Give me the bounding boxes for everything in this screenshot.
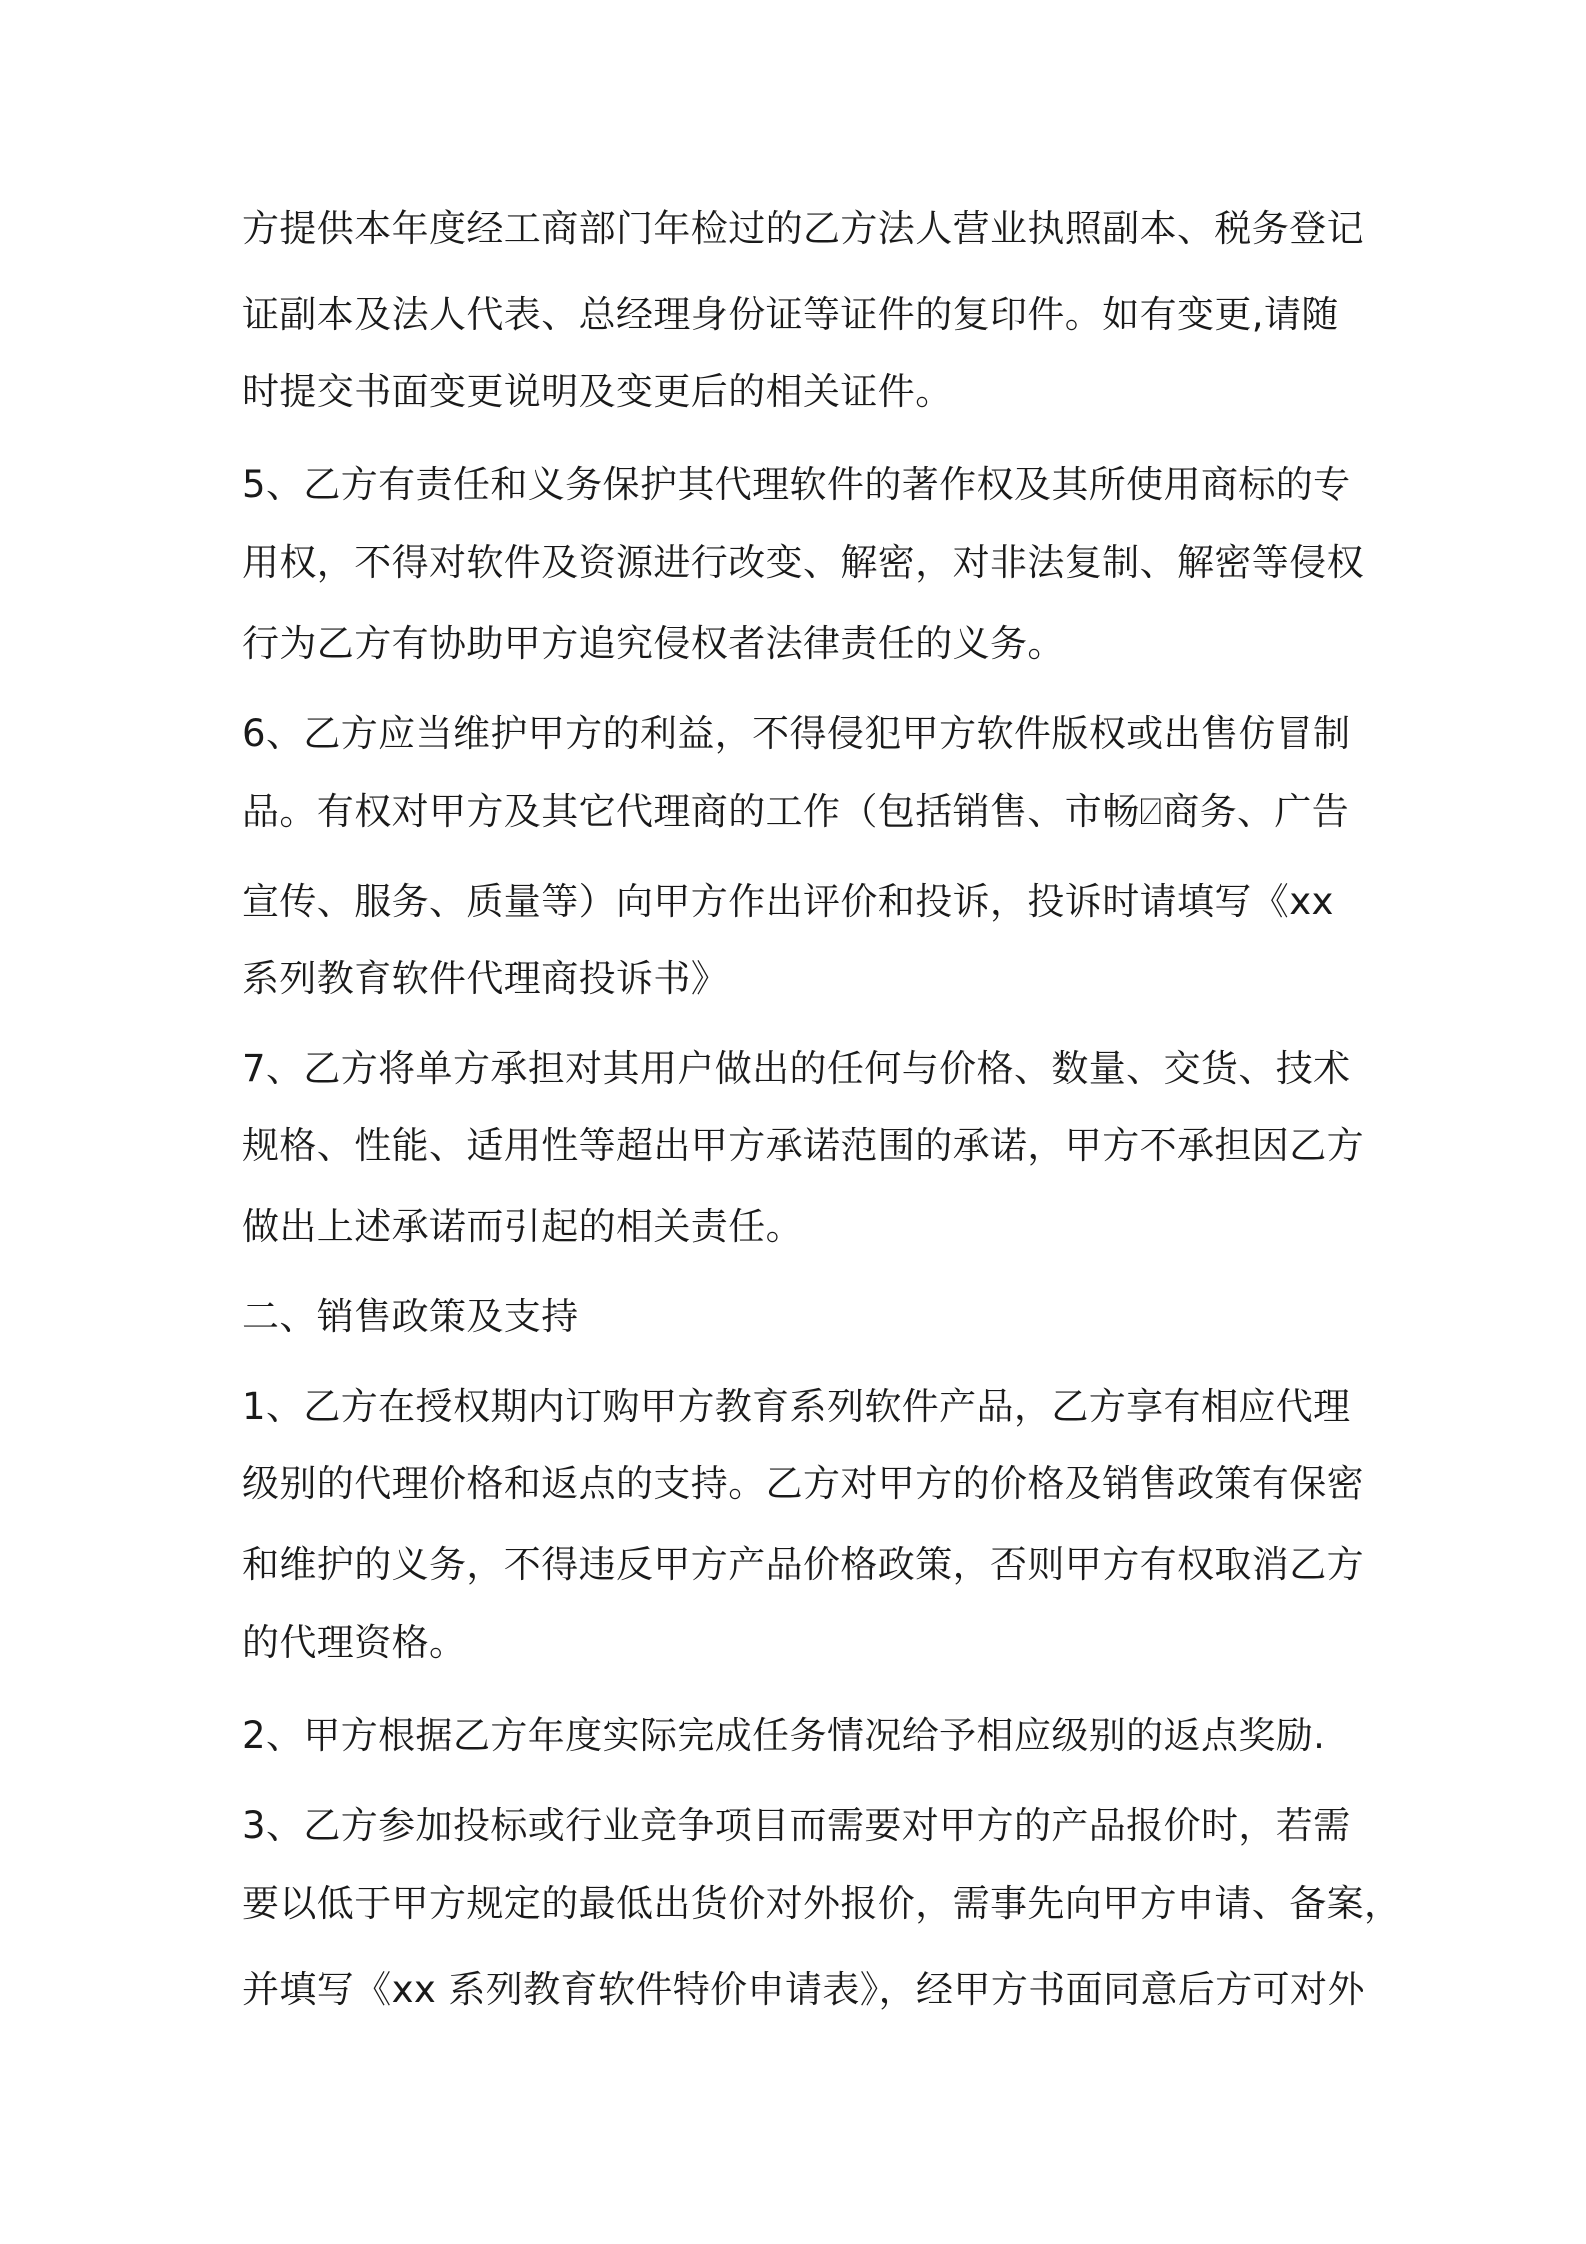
text-line: 和维护的义务，不得违反甲方产品价格政策，否则甲方有权取消乙方 bbox=[242, 1543, 1364, 1586]
text-line: 2、甲方根据乙方年度实际完成任务情况给予相应级别的返点奖励. bbox=[242, 1714, 1326, 1757]
text-line: 做出上述承诺而引起的相关责任。 bbox=[242, 1205, 803, 1248]
text-line: 时提交书面变更说明及变更后的相关证件。 bbox=[242, 370, 953, 413]
text-line: 方提供本年度经工商部门年检过的乙方法人营业执照副本、税务登记 bbox=[242, 207, 1364, 250]
text-line: 行为乙方有协助甲方追究侵权者法律责任的义务。 bbox=[242, 622, 1065, 665]
text-line: 规格、性能、适用性等超出甲方承诺范围的承诺，甲方不承担因乙方 bbox=[242, 1124, 1364, 1167]
text-line: 用权，不得对软件及资源进行改变、解密，对非法复制、解密等侵权 bbox=[242, 541, 1364, 584]
text-line: 要以低于甲方规定的最低出货价对外报价，需事先向甲方申请、备案， bbox=[242, 1882, 1402, 1925]
text-line: 并填写《xx 系列教育软件特价申请表》，经甲方书面同意后方可对外 bbox=[242, 1968, 1365, 2011]
text-line: 6、乙方应当维护甲方的利益，不得侵犯甲方软件版权或出售仿冒制 bbox=[242, 712, 1351, 755]
section-heading: 二、销售政策及支持 bbox=[242, 1295, 579, 1338]
text-line: 宣传、服务、质量等）向甲方作出评价和投诉，投诉时请填写《xx bbox=[242, 880, 1334, 923]
text-line: 7、乙方将单方承担对其用户做出的任何与价格、数量、交货、技术 bbox=[242, 1047, 1351, 1090]
text-line: 1、乙方在授权期内订购甲方教育系列软件产品，乙方享有相应代理 bbox=[242, 1385, 1351, 1428]
text-line: 3、乙方参加投标或行业竞争项目而需要对甲方的产品报价时，若需 bbox=[242, 1804, 1351, 1847]
text-line: 5、乙方有责任和义务保护其代理软件的著作权及其所使用商标的专 bbox=[242, 463, 1351, 506]
text-line: 的代理资格。 bbox=[242, 1621, 467, 1664]
text-line: 系列教育软件代理商投诉书》 bbox=[242, 957, 729, 1000]
text-line: 品。有权对甲方及其它代理商的工作（包括销售、市畅⍁商务、广告 bbox=[242, 790, 1350, 833]
text-line: 证副本及法人代表、总经理身份证等证件的复印件。如有变更,请随 bbox=[242, 293, 1339, 336]
text-line: 级别的代理价格和返点的支持。乙方对甲方的价格及销售政策有保密 bbox=[242, 1462, 1364, 1505]
